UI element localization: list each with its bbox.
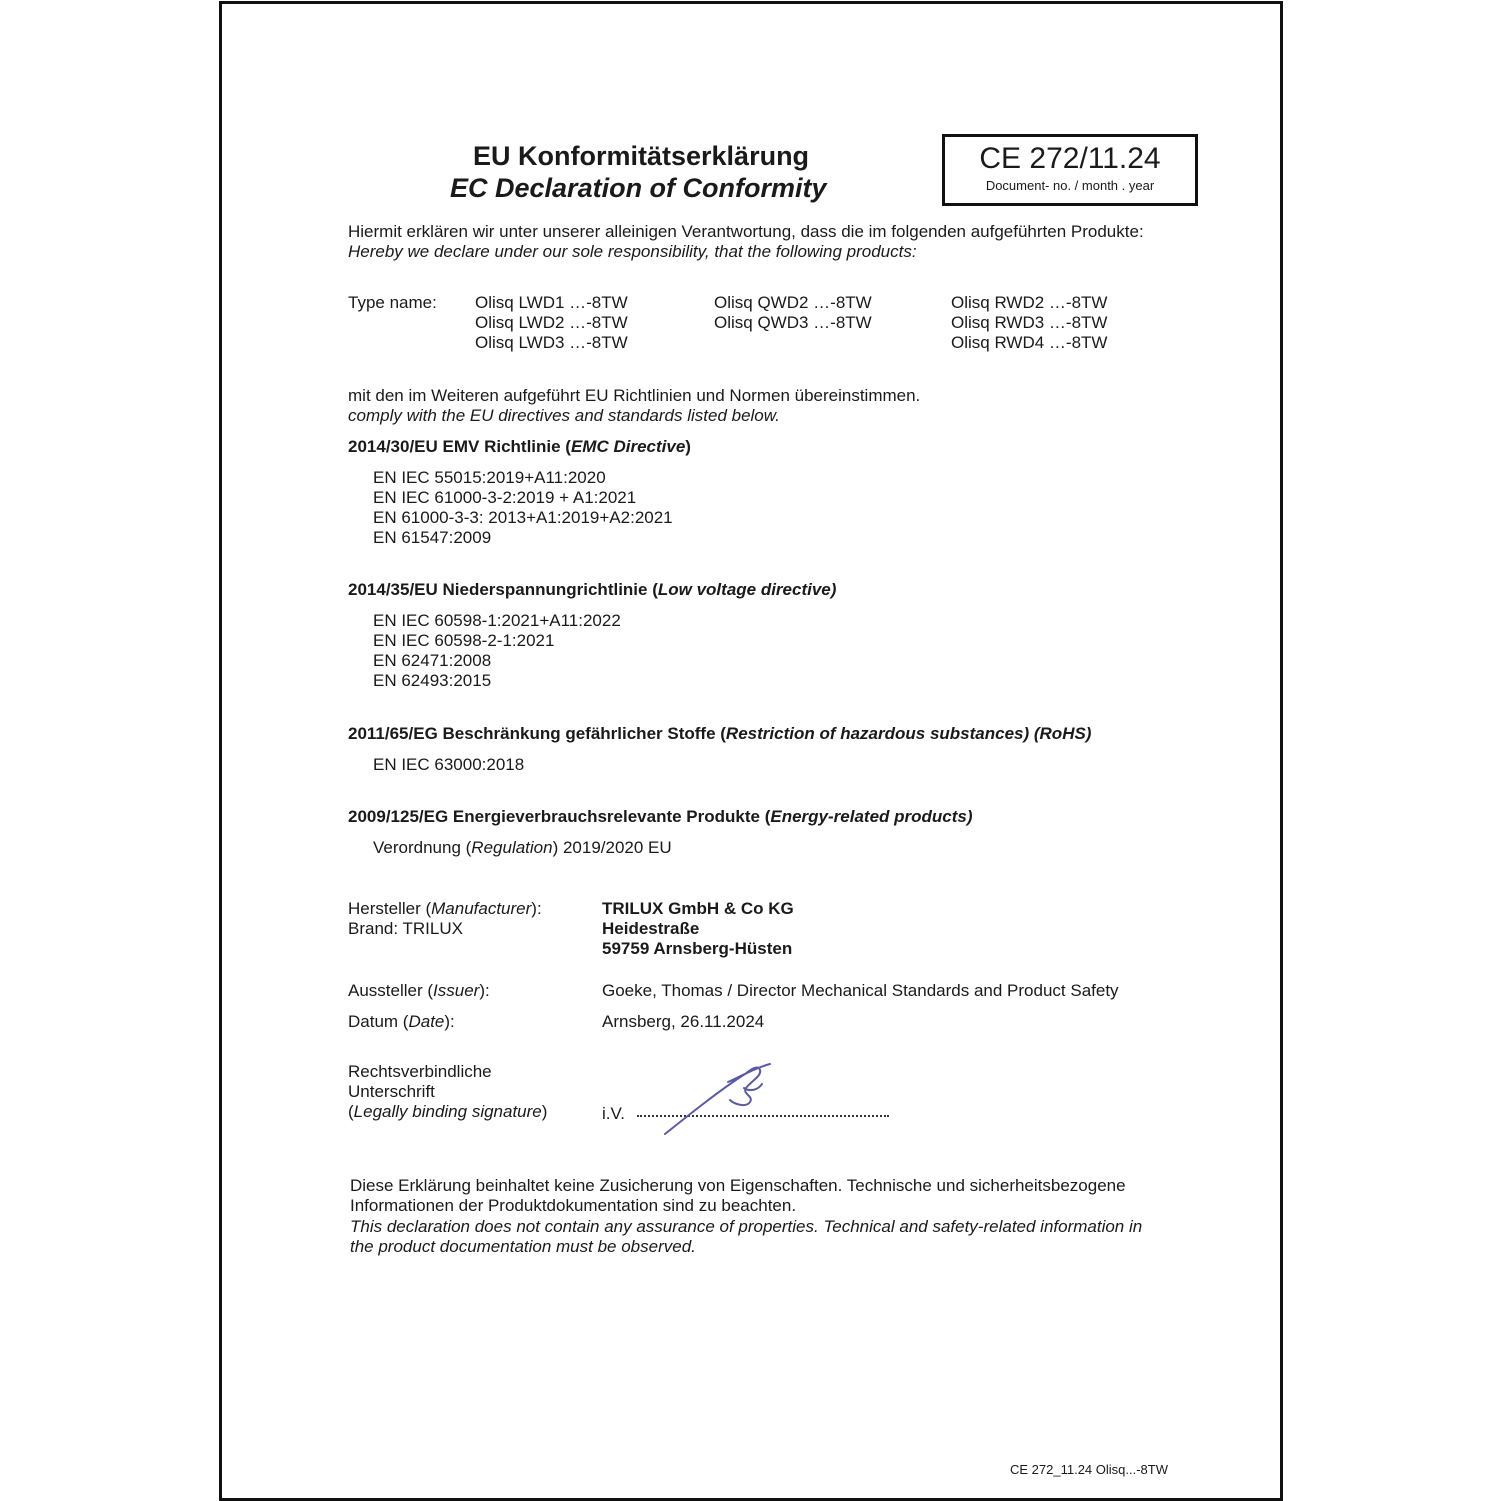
- manufacturer-name: TRILUX GmbH & Co KG: [602, 899, 794, 918]
- comply-german: mit den im Weiteren aufgeführt EU Richtlinien und Normen übereinstimmen.: [348, 386, 921, 405]
- comply-english: comply with the EU directives and standards listed below.: [348, 406, 780, 425]
- standards-list-emc: [373, 468, 673, 548]
- directive-heading-rohs: 2011/65/EG Beschränkung gefährlicher Stoffe (Restriction of hazardous substances) (RoHS): [348, 724, 1092, 743]
- directive-heading-erp: 2009/125/EG Energieverbrauchsrelevante Produkte (Energy-related products): [348, 807, 973, 826]
- signature-label: Rechtsverbindliche Unterschrift (Legally binding signature): [348, 1062, 548, 1121]
- issuer-label: Aussteller (Issuer):: [348, 981, 490, 1000]
- type-item: Olisq LWD3 …-8TW: [475, 333, 628, 352]
- regulation-line: Verordnung (Regulation) 2019/2020 EU: [373, 838, 672, 857]
- footer-reference: CE 272_11.24 Olisq...-8TW: [1010, 1462, 1168, 1477]
- type-item: Olisq RWD3 …-8TW: [951, 313, 1108, 332]
- intro-german: Hiermit erklären wir unter unserer alleinigen Verantwortung, dass die im folgenden aufgeführten Produkte:: [348, 222, 1144, 241]
- signature-iv: i.V.: [602, 1104, 626, 1123]
- document-number-label: Document- no. / month . year: [985, 178, 1155, 193]
- standard-item: EN IEC 60598-2-1:2021: [373, 631, 555, 650]
- directive-heading-emc: 2014/30/EU EMV Richtlinie (EMC Directive): [348, 437, 691, 456]
- page-title-english: EC Declaration of Conformity: [450, 173, 827, 203]
- type-item: Olisq QWD3 …-8TW: [714, 313, 872, 332]
- handwritten-signature: [650, 1052, 790, 1142]
- standard-item: EN IEC 61000-3-2:2019 + A1:2021: [373, 488, 637, 507]
- issuer-value: Goeke, Thomas / Director Mechanical Standards and Product Safety: [602, 981, 1119, 1000]
- disclaimer-german: Diese Erklärung beinhaltet keine Zusicherung von Eigenschaften. Technische und sicherheitsbezogene Informationen der Produktdokumentation sind zu beachten.: [350, 1176, 1126, 1215]
- type-name-label: Type name:: [348, 293, 437, 312]
- type-item: Olisq LWD2 …-8TW: [475, 313, 628, 332]
- type-item: Olisq LWD1 …-8TW: [475, 293, 628, 312]
- standard-item: EN IEC 60598-1:2021+A11:2022: [373, 611, 621, 630]
- brand-label: Brand: TRILUX: [348, 919, 463, 938]
- standards-list-lvd: [373, 611, 621, 691]
- standard-item: EN 62471:2008: [373, 651, 492, 670]
- type-list-qwd: [714, 293, 872, 333]
- document-number: CE 272/11.24: [979, 142, 1161, 175]
- standard-item: EN 61547:2009: [373, 528, 492, 547]
- date-label: Datum (Date):: [348, 1012, 455, 1031]
- document-number-box: [942, 134, 1198, 206]
- manufacturer-label: Hersteller (Manufacturer):: [348, 899, 542, 918]
- type-list-rwd: [951, 293, 1107, 353]
- standard-item: EN 62493:2015: [373, 671, 492, 690]
- disclaimer-english: This declaration does not contain any assurance of properties. Technical and safety-related information in the product documentation must be observed.: [350, 1217, 1143, 1256]
- type-item: Olisq QWD2 …-8TW: [714, 293, 872, 312]
- type-list-lwd: [475, 293, 628, 353]
- manufacturer-address: [602, 899, 794, 959]
- standard-item: EN IEC 63000:2018: [373, 755, 525, 774]
- type-item: Olisq RWD4 …-8TW: [951, 333, 1108, 352]
- page-title-german: EU Konformitätserklärung: [473, 141, 810, 171]
- manufacturer-street: Heidestraße: [602, 919, 700, 938]
- standard-item: EN IEC 55015:2019+A11:2020: [373, 468, 606, 487]
- directive-heading-lvd: 2014/35/EU Niederspannungrichtlinie (Low voltage directive): [348, 580, 837, 599]
- standard-item: EN 61000-3-3: 2013+A1:2019+A2:2021: [373, 508, 673, 527]
- manufacturer-city: 59759 Arnsberg-Hüsten: [602, 939, 793, 958]
- type-item: Olisq RWD2 …-8TW: [951, 293, 1108, 312]
- intro-english: Hereby we declare under our sole responsibility, that the following products:: [348, 242, 917, 261]
- date-value: Arnsberg, 26.11.2024: [602, 1012, 765, 1031]
